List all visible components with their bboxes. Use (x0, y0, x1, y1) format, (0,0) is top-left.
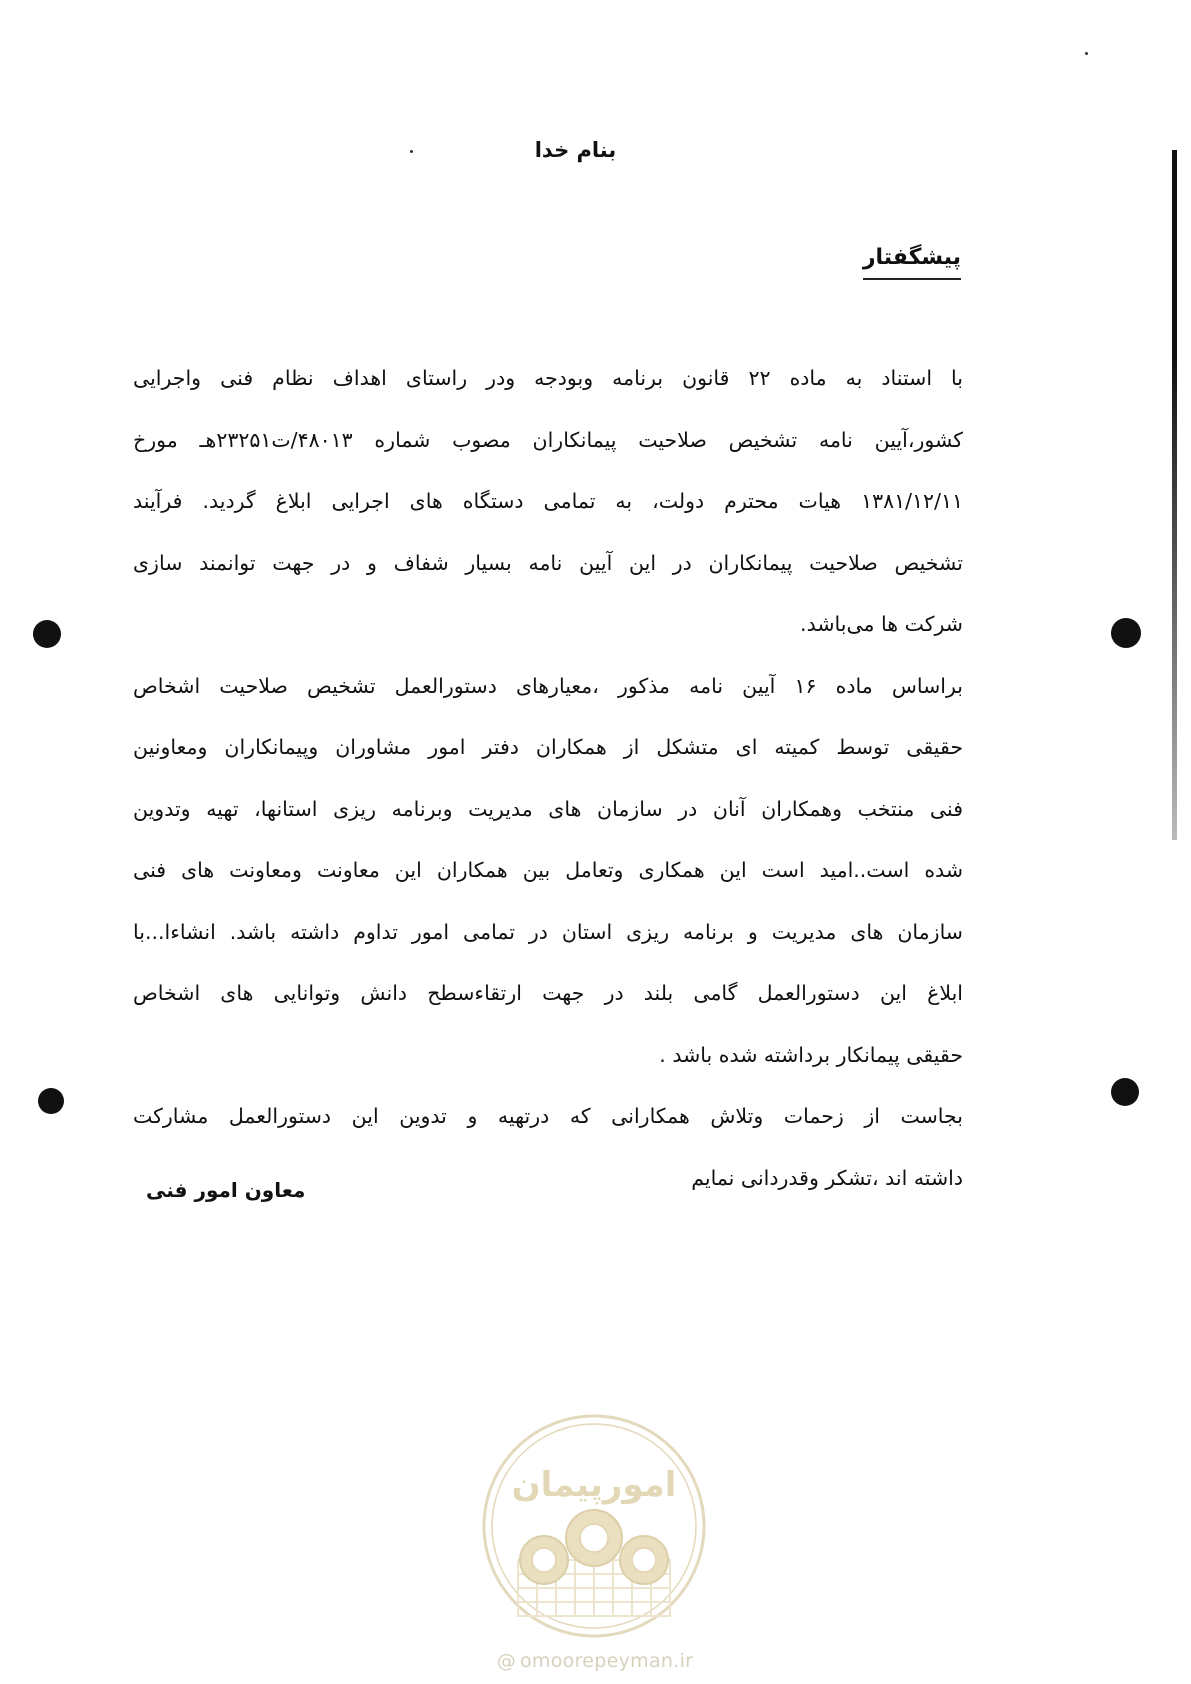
heading-text: بنام خدا (534, 138, 617, 162)
body-line: داشته اند ،تشکر وقدردانی نمایم (691, 1165, 963, 1190)
body-line: حقیقی پیمانکار برداشته شده باشد . (659, 1042, 963, 1067)
punch-hole-left-bottom (38, 1088, 64, 1114)
at-sign-icon: @ (496, 1650, 516, 1672)
body-line: سازمان های مدیریت و برنامه ریزی استان در تمامی امور تداوم داشته باشد. انشاءا...با (133, 919, 963, 944)
body-line: شده است..امید است این همکاری وتعامل بین همکاران این معاونت ومعاونت های فنی (133, 858, 963, 882)
document-body (133, 348, 963, 1209)
body-line: ۱۳۸۱/۱۲/۱۱ هیات محترم دولت، به تمامی دستگاه های اجرایی ابلاغ گردید. فرآیند (133, 489, 963, 513)
body-line: فنی منتخب وهمکاران آنان در سازمان های مدیریت وبرنامه ریزی استانها، تهیه وتدوین (133, 796, 963, 821)
body-line: کشور،آیین نامه تشخیص صلاحیت پیمانکاران مصوب شماره ۴۸۰۱۳/ت۲۳۲۵۱هـ مورخ (133, 427, 963, 452)
body-line: ابلاغ این دستورالعمل گامی بلند در جهت ارتقاءسطح دانش وتوانایی های اشخاص (133, 981, 963, 1005)
watermark-url (490, 1650, 700, 1672)
body-line: شرکت ها می‌باشد. (800, 612, 963, 636)
body-line: با استناد به ماده ۲۲ قانون برنامه وبودجه ودر راستای اهداف نظام فنی واجرایی (133, 366, 963, 390)
document-heading (0, 138, 1191, 162)
scan-speck (1085, 52, 1088, 55)
watermark-seal-icon (478, 1410, 710, 1642)
signature-title: معاون امور فنی (146, 1178, 306, 1202)
seal-text: امورپیمان (511, 1465, 677, 1505)
section-title: پیشگفتار (863, 245, 961, 280)
body-line: تشخیص صلاحیت پیمانکاران در این آیین نامه بسیار شفاف و در جهت توانمند سازی (133, 550, 963, 575)
scan-edge-shadow (1172, 150, 1177, 840)
body-line: براساس ماده ۱۶ آیین نامه مذکور ،معیارهای دستورالعمل تشخیص صلاحیت اشخاص (133, 673, 963, 698)
punch-hole-right-bottom (1111, 1078, 1139, 1106)
punch-hole-left-top (33, 620, 61, 648)
body-line: حقیقی توسط کمیته ای متشکل از همکاران دفتر امور مشاوران وپیمانکاران ومعاونین (133, 735, 963, 759)
watermark-site: omoorepeyman.ir (520, 1650, 694, 1672)
body-line: بجاست از زحمات وتلاش همکارانی که درتهیه و تدوین این دستورالعمل مشارکت (133, 1104, 963, 1128)
punch-hole-right-top (1111, 618, 1141, 648)
